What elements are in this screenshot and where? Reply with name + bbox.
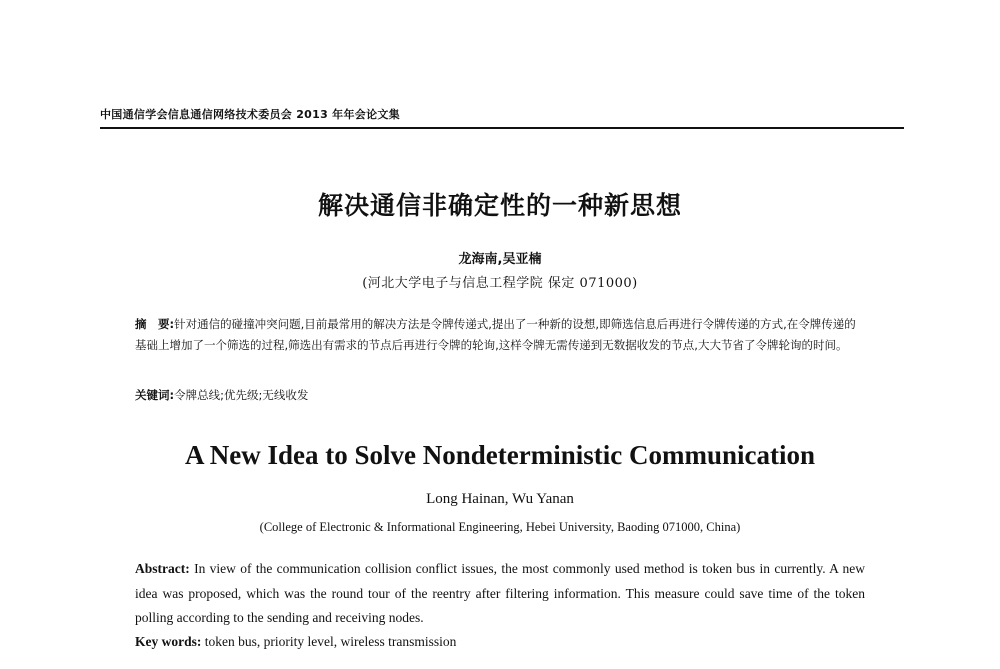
english-keywords: [135, 630, 865, 655]
chinese-keywords-label: 关键词:: [135, 388, 175, 402]
header-rule: [100, 127, 904, 129]
chinese-authors: 龙海南,吴亚楠: [458, 252, 542, 267]
english-abstract-label: Abstract:: [135, 561, 190, 576]
chinese-keywords: [135, 385, 865, 406]
running-head: 中国通信学会信息通信网络技术委员会 2013 年年会论文集: [100, 108, 400, 121]
chinese-affiliation: (河北大学电子与信息工程学院 保定 071000): [362, 276, 638, 291]
chinese-abstract: [135, 314, 865, 356]
chinese-abstract-text: 针对通信的碰撞冲突问题,目前最常用的解决方法是令牌传递式,提出了一种新的设想,即筛选信息后再进行令牌传递的方式,在令牌传递的基础上增加了一个筛选的过程,筛选出有需求的节点后再进行令牌的轮询,这样令牌无需传递到无数据收发的节点,大大节省了令牌轮询的时间。: [135, 317, 856, 352]
english-authors: Long Hainan, Wu Yanan: [426, 491, 574, 507]
chinese-keywords-text: 令牌总线;优先级;无线收发: [174, 388, 309, 402]
chinese-abstract-label: 摘 要:: [135, 317, 175, 331]
english-affiliation: (College of Electronic & Informational Engineering, Hebei University, Baoding 071000, China): [259, 520, 741, 534]
english-abstract-text: In view of the communication collision conflict issues, the most commonly used method is token bus in currently. A new idea was proposed, which was the round tour of the reentry after filtering information. This measure could save time of the token polling according to the sending and receiving nodes.: [135, 561, 865, 625]
english-title: A New Idea to Solve Nondeterministic Communication: [185, 440, 815, 470]
english-keywords-text: token bus, priority level, wireless transmission: [204, 634, 457, 649]
chinese-title: 解决通信非确定性的一种新思想: [317, 191, 682, 220]
english-abstract: [135, 557, 865, 631]
english-keywords-label: Key words:: [135, 634, 202, 649]
